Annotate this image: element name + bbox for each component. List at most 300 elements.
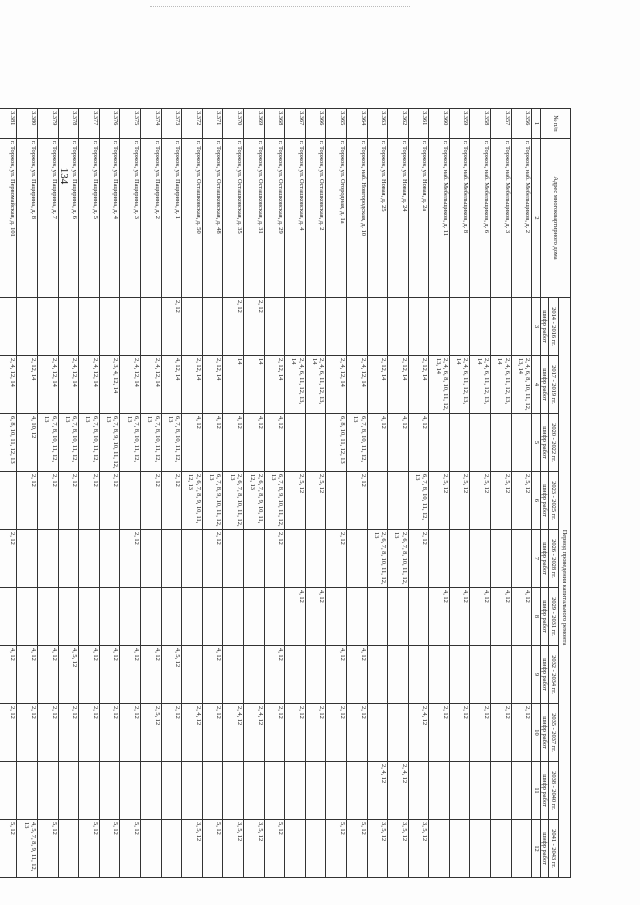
- work-code-cell: 4, 12: [408, 414, 429, 472]
- row-number: 3.380: [17, 109, 38, 139]
- row-number: 3.358: [470, 109, 491, 139]
- work-code-cell: [79, 298, 100, 356]
- header-period-1: 2014 - 2016 гг.: [549, 298, 559, 356]
- work-code-cell: [79, 762, 100, 820]
- work-code-cell: 6, 7, 8, 10, 11, 12, 13: [58, 414, 79, 472]
- work-code-cell: 2, 12, 14: [264, 356, 285, 414]
- row-number: 3.369: [243, 109, 264, 139]
- work-code-cell: 2, 12, 14: [388, 356, 409, 414]
- work-code-cell: [223, 530, 244, 588]
- row-address: г. Торжок, ул. Осташковская, д. 29: [264, 139, 285, 298]
- work-code-cell: 2, 4, 12: [408, 704, 429, 762]
- work-code-cell: [511, 298, 532, 356]
- row-address: г. Торжок, ул. Осташковская, д. 35: [223, 139, 244, 298]
- work-code-cell: [79, 588, 100, 646]
- table-row: [182, 109, 203, 878]
- work-code-cell: [141, 820, 162, 878]
- work-code-cell: [243, 530, 264, 588]
- work-code-cell: 2, 12, 14: [367, 356, 388, 414]
- row-address: г. Торжок, ул. Новая, д. 2а: [408, 139, 429, 298]
- row-address: г. Торжок, ул. Пацирина, д. 7: [38, 139, 59, 298]
- work-code-cell: [388, 588, 409, 646]
- work-code-cell: [120, 298, 141, 356]
- scan-edge-artifact: [150, 6, 410, 9]
- work-code-cell: [0, 762, 17, 820]
- work-code-cell: [99, 530, 120, 588]
- work-code-cell: [429, 298, 450, 356]
- work-code-cell: 3, 5, 12: [408, 820, 429, 878]
- row-number: 3.363: [367, 109, 388, 139]
- table-row: [120, 109, 141, 878]
- work-code-cell: [161, 762, 182, 820]
- work-code-cell: 4, 12: [470, 588, 491, 646]
- work-code-cell: [408, 298, 429, 356]
- row-address: г. Торжок, ул. Пацирина, д. 8: [17, 139, 38, 298]
- work-code-cell: 2, 4, 6, 11, 12, 13, 14: [470, 356, 491, 414]
- work-code-cell: [429, 820, 450, 878]
- row-address: г. Торжок, ул. Осташковская, д. 48: [202, 139, 223, 298]
- work-code-cell: [470, 646, 491, 704]
- row-number: 3.368: [264, 109, 285, 139]
- work-code-cell: 2, 4, 6, 11, 12, 13, 14: [491, 356, 512, 414]
- table-row: [305, 109, 326, 878]
- row-number: 3.373: [161, 109, 182, 139]
- work-code-cell: 4, 12: [79, 646, 100, 704]
- work-code-cell: [449, 762, 470, 820]
- work-code-cell: 2, 4, 12, 14: [120, 356, 141, 414]
- work-code-cell: 5, 12: [99, 820, 120, 878]
- table-row: [408, 109, 429, 878]
- row-address: г. Торжок, ул. Пацирина, д. 6: [58, 139, 79, 298]
- work-code-cell: 2, 12: [161, 472, 182, 530]
- work-code-cell: [285, 414, 306, 472]
- work-code-cell: 2, 12: [17, 472, 38, 530]
- work-code-cell: [141, 298, 162, 356]
- work-code-cell: 4, 12: [491, 588, 512, 646]
- work-code-cell: [491, 762, 512, 820]
- work-code-cell: [491, 414, 512, 472]
- work-code-cell: 2, 4, 12: [388, 762, 409, 820]
- work-code-cell: [285, 762, 306, 820]
- table-row: [264, 109, 285, 878]
- row-address: г. Торжок, наб. Мебельщиков, д. 11: [429, 139, 450, 298]
- work-code-cell: 6, 7, 8, 10, 11, 12, 13: [161, 414, 182, 472]
- work-code-cell: 6, 7, 8, 10, 11, 12, 13: [346, 414, 367, 472]
- table-row: [511, 109, 532, 878]
- col-number-12: 12: [532, 820, 540, 878]
- table-row: [470, 109, 491, 878]
- work-code-cell: [470, 530, 491, 588]
- work-code-cell: [470, 762, 491, 820]
- work-code-cell: [285, 820, 306, 878]
- row-address: г. Торжок, ул. Новая, д. 25: [367, 139, 388, 298]
- work-code-cell: [449, 646, 470, 704]
- work-code-cell: 3, 5, 12: [223, 820, 244, 878]
- header-period-6: 2029 - 2031 гг.: [549, 588, 559, 646]
- work-code-cell: [99, 298, 120, 356]
- table-row: [99, 109, 120, 878]
- work-code-cell: 3, 5, 12: [243, 820, 264, 878]
- work-code-cell: 2, 12, 14: [202, 356, 223, 414]
- work-code-cell: [202, 762, 223, 820]
- work-code-cell: 4, 12: [511, 588, 532, 646]
- work-code-cell: 2, 5, 12: [285, 472, 306, 530]
- row-address: г. Торжок, наб. Мебельщиков, д. 2: [511, 139, 532, 298]
- work-code-cell: 2, 12: [99, 472, 120, 530]
- table-row: [223, 109, 244, 878]
- work-code-cell: [141, 762, 162, 820]
- work-code-cell: [141, 530, 162, 588]
- work-code-cell: 4, 12: [305, 588, 326, 646]
- header-work-code-4: шифр работ: [540, 472, 548, 530]
- work-code-cell: 2, 4, 12: [182, 704, 203, 762]
- table-row: [79, 109, 100, 878]
- table-row: [243, 109, 264, 878]
- table-row: [202, 109, 223, 878]
- work-code-cell: 4, 12: [346, 646, 367, 704]
- work-code-cell: [38, 298, 59, 356]
- row-number: 3.371: [202, 109, 223, 139]
- work-code-cell: 2, 4, 6, 8, 10, 11, 12, 13, 14: [429, 356, 450, 414]
- row-number: 3.378: [58, 109, 79, 139]
- row-number: 3.375: [120, 109, 141, 139]
- work-code-cell: 2, 12: [223, 298, 244, 356]
- work-code-cell: [120, 762, 141, 820]
- row-address: г. Торжок, ул. Осташковская, д. 50: [182, 139, 203, 298]
- work-code-cell: 2, 12: [491, 704, 512, 762]
- table-row: [388, 109, 409, 878]
- work-code-cell: [408, 588, 429, 646]
- work-code-cell: 6, 7, 8, 10, 11, 12, 13: [408, 472, 429, 530]
- work-code-cell: 4, 12: [99, 646, 120, 704]
- work-code-cell: [38, 588, 59, 646]
- work-code-cell: [326, 298, 347, 356]
- work-code-cell: 2, 12, 14: [408, 356, 429, 414]
- work-code-cell: 5, 12: [120, 820, 141, 878]
- col-number-3: 3: [532, 298, 540, 356]
- work-code-cell: [58, 298, 79, 356]
- row-address: г. Торжок, наб. Новгородская, д. 10: [346, 139, 367, 298]
- work-code-cell: 5, 12: [202, 820, 223, 878]
- work-code-cell: [367, 646, 388, 704]
- work-code-cell: 6, 7, 8, 9, 10, 11, 12, 13: [264, 472, 285, 530]
- work-code-cell: [491, 820, 512, 878]
- work-code-cell: 6, 7, 8, 9, 10, 11, 12, 13: [202, 472, 223, 530]
- work-code-cell: 4, 12: [120, 646, 141, 704]
- work-code-cell: 6, 7, 8, 10, 11, 12, 13: [120, 414, 141, 472]
- work-code-cell: 2, 5, 12: [449, 472, 470, 530]
- work-code-cell: 2, 4, 12: [367, 762, 388, 820]
- col-number-4: 4: [532, 356, 540, 414]
- work-code-cell: 2, 12: [305, 704, 326, 762]
- work-code-cell: [388, 646, 409, 704]
- work-code-cell: [120, 472, 141, 530]
- work-code-cell: 6, 8, 10, 11, 12, 13: [326, 414, 347, 472]
- row-address: г. Торжок, ул. Пацирина, д. 2: [141, 139, 162, 298]
- work-code-cell: [202, 588, 223, 646]
- work-code-cell: 6, 8, 10, 11, 12, 13: [0, 414, 17, 472]
- work-code-cell: 2, 12: [0, 530, 17, 588]
- header-period-3: 2020 - 2022 гг.: [549, 414, 559, 472]
- work-code-cell: [38, 530, 59, 588]
- work-code-cell: 2, 12: [285, 704, 306, 762]
- row-number: 3.356: [511, 109, 532, 139]
- table-row: [285, 109, 306, 878]
- header-work-code-3: шифр работ: [540, 414, 548, 472]
- work-code-cell: [346, 298, 367, 356]
- row-number: 3.376: [99, 109, 120, 139]
- work-code-cell: [264, 762, 285, 820]
- work-code-cell: 2, 12, 14: [17, 356, 38, 414]
- work-code-cell: 2, 12: [346, 472, 367, 530]
- work-code-cell: [17, 762, 38, 820]
- row-number: 3.370: [223, 109, 244, 139]
- work-code-cell: 2, 5, 12: [429, 472, 450, 530]
- work-code-cell: 2, 5, 12: [511, 472, 532, 530]
- work-code-cell: 2, 12: [38, 704, 59, 762]
- row-number: 3.381: [0, 109, 17, 139]
- col-number-2: 2: [532, 139, 540, 298]
- work-code-cell: [285, 646, 306, 704]
- work-code-cell: 4, 12: [264, 414, 285, 472]
- col-number-10: 10: [532, 704, 540, 762]
- work-code-cell: 2, 4, 6, 8, 10, 11, 12, 13, 14: [511, 356, 532, 414]
- work-code-cell: 2, 12, 14: [182, 356, 203, 414]
- header-address: Адрес многоквартирного дома: [540, 139, 570, 298]
- work-code-cell: 2, 12: [17, 704, 38, 762]
- work-code-cell: [388, 472, 409, 530]
- header-work-code-10: шифр работ: [540, 820, 548, 878]
- work-code-cell: 4, 12: [243, 414, 264, 472]
- work-code-cell: 4, 12: [182, 414, 203, 472]
- row-number: 3.372: [182, 109, 203, 139]
- work-code-cell: [141, 588, 162, 646]
- work-code-cell: 4, 5, 12: [161, 646, 182, 704]
- row-number: 3.374: [141, 109, 162, 139]
- work-code-cell: 4, 12, 14: [161, 356, 182, 414]
- work-code-cell: 4, 5, 7, 8, 9, 11, 12, 13: [17, 820, 38, 878]
- work-code-cell: 2, 12: [264, 530, 285, 588]
- work-code-cell: 4, 12: [388, 414, 409, 472]
- work-code-cell: 2, 5, 12: [305, 472, 326, 530]
- work-code-cell: [449, 298, 470, 356]
- work-code-cell: 2, 5, 12: [141, 704, 162, 762]
- work-code-cell: 4, 12: [367, 414, 388, 472]
- work-code-cell: 4, 12: [0, 646, 17, 704]
- work-code-cell: 2, 4, 6, 11, 12, 13, 14: [305, 356, 326, 414]
- work-code-cell: [305, 646, 326, 704]
- col-number-6: 6: [532, 472, 540, 530]
- work-code-cell: [243, 588, 264, 646]
- work-code-cell: 5, 12: [0, 820, 17, 878]
- table-row: [38, 109, 59, 878]
- work-code-cell: [367, 298, 388, 356]
- row-address: г. Торжок, ул. Пацирина, д. 5: [79, 139, 100, 298]
- work-code-cell: [223, 588, 244, 646]
- work-code-cell: [202, 298, 223, 356]
- work-code-cell: [449, 414, 470, 472]
- work-code-cell: 2, 4, 12, 14: [326, 356, 347, 414]
- page-number: 134: [58, 167, 70, 185]
- work-code-cell: 2, 12: [79, 704, 100, 762]
- work-code-cell: 2, 12: [161, 298, 182, 356]
- work-code-cell: 14: [223, 356, 244, 414]
- row-address: г. Торжок, ул. Пацирина, д. 3: [120, 139, 141, 298]
- work-code-cell: [429, 530, 450, 588]
- work-code-cell: [182, 298, 203, 356]
- work-code-cell: [511, 530, 532, 588]
- work-code-cell: [182, 762, 203, 820]
- work-code-cell: [223, 646, 244, 704]
- header-work-code-6: шифр работ: [540, 588, 548, 646]
- work-code-cell: 2, 12: [120, 530, 141, 588]
- work-code-cell: 4, 12: [141, 646, 162, 704]
- work-code-cell: 4, 12: [38, 646, 59, 704]
- table-row: [346, 109, 367, 878]
- work-code-cell: [449, 530, 470, 588]
- work-code-cell: 2, 12: [429, 704, 450, 762]
- work-code-cell: 5, 12: [38, 820, 59, 878]
- col-number-1: 1: [532, 109, 540, 139]
- work-code-cell: 2, 6, 7, 8, 10, 11, 12, 13: [367, 530, 388, 588]
- table-row: [58, 109, 79, 878]
- work-code-cell: 4, 12: [202, 646, 223, 704]
- table-row: [449, 109, 470, 878]
- work-code-cell: 2, 12: [161, 704, 182, 762]
- work-code-cell: [99, 588, 120, 646]
- work-code-cell: [429, 762, 450, 820]
- work-code-cell: 2, 5, 12: [470, 472, 491, 530]
- work-code-cell: 2, 12: [38, 472, 59, 530]
- work-code-cell: [79, 530, 100, 588]
- repair-schedule-table: [0, 108, 571, 878]
- work-code-cell: 2, 5, 12: [491, 472, 512, 530]
- work-code-cell: 2, 3, 4, 12, 14: [99, 356, 120, 414]
- work-code-cell: 2, 12: [243, 298, 264, 356]
- work-code-cell: [161, 588, 182, 646]
- work-code-cell: 4, 12: [223, 414, 244, 472]
- table-row: [367, 109, 388, 878]
- work-code-cell: 2, 4, 6, 11, 12, 13, 14: [285, 356, 306, 414]
- table-row: [326, 109, 347, 878]
- work-code-cell: [182, 530, 203, 588]
- work-code-cell: [388, 704, 409, 762]
- work-code-cell: [408, 646, 429, 704]
- work-code-cell: [38, 762, 59, 820]
- work-code-cell: [408, 762, 429, 820]
- work-code-cell: [511, 414, 532, 472]
- header-work-code-8: шифр работ: [540, 704, 548, 762]
- work-code-cell: 2, 4, 12: [243, 704, 264, 762]
- work-code-cell: 4, 5, 12: [58, 646, 79, 704]
- work-code-cell: [161, 530, 182, 588]
- work-code-cell: 2, 12: [511, 704, 532, 762]
- header-period-4: 2023 - 2025 гг.: [549, 472, 559, 530]
- work-code-cell: [58, 588, 79, 646]
- work-code-cell: [511, 762, 532, 820]
- work-code-cell: [367, 472, 388, 530]
- work-code-cell: [305, 414, 326, 472]
- work-code-cell: [326, 588, 347, 646]
- col-number-8: 8: [532, 588, 540, 646]
- header-period-9: 2038 - 2040 гг.: [549, 762, 559, 820]
- work-code-cell: 5, 12: [326, 820, 347, 878]
- work-code-cell: 2, 12: [202, 704, 223, 762]
- work-code-cell: [243, 762, 264, 820]
- row-address: г. Торжок, ул. Осташковская, д. 2: [305, 139, 326, 298]
- header-period-7: 2032 - 2034 гг.: [549, 646, 559, 704]
- work-code-cell: 2, 12: [408, 530, 429, 588]
- row-number: 3.379: [38, 109, 59, 139]
- table-row: [141, 109, 162, 878]
- row-address: г. Торжок, ул. Пацирина, д. 4: [99, 139, 120, 298]
- work-code-cell: [346, 588, 367, 646]
- work-code-cell: [243, 646, 264, 704]
- row-address: г. Торжок, ул. Осташковская, д. 4: [285, 139, 306, 298]
- work-code-cell: [429, 414, 450, 472]
- work-code-cell: 2, 4, 12: [223, 704, 244, 762]
- header-work-code-1: шифр работ: [540, 298, 548, 356]
- row-address: г. Торжок, ул. Пацирина, д. 1: [161, 139, 182, 298]
- work-code-cell: 2, 6, 7, 8, 10, 11, 12, 13: [223, 472, 244, 530]
- work-code-cell: 2, 4, 12, 14: [38, 356, 59, 414]
- work-code-cell: 2, 6, 7, 8, 9, 10, 11, 12, 13: [182, 472, 203, 530]
- work-code-cell: [0, 472, 17, 530]
- work-code-cell: 2, 12: [58, 704, 79, 762]
- work-code-cell: 2, 12: [449, 704, 470, 762]
- work-code-cell: 2, 6, 7, 8, 10, 11, 12, 13: [388, 530, 409, 588]
- work-code-cell: [58, 820, 79, 878]
- work-code-cell: [17, 530, 38, 588]
- work-code-cell: 4, 12: [17, 646, 38, 704]
- table-row: [0, 109, 17, 878]
- work-code-cell: 2, 12: [99, 704, 120, 762]
- work-code-cell: [367, 588, 388, 646]
- work-code-cell: [223, 762, 244, 820]
- work-code-cell: [367, 704, 388, 762]
- work-code-cell: 2, 12: [264, 704, 285, 762]
- header-period-5: 2026 - 2028 гг.: [549, 530, 559, 588]
- work-code-cell: 6, 7, 8, 10, 11, 12, 13: [79, 414, 100, 472]
- work-code-cell: [0, 588, 17, 646]
- header-period-group: Период проведения капитального ремонта: [559, 298, 571, 878]
- work-code-cell: [346, 530, 367, 588]
- row-address: г. Торжок, ул. Новая, д. 24: [388, 139, 409, 298]
- work-code-cell: 2, 12: [141, 472, 162, 530]
- header-period-8: 2035 - 2037 гг.: [549, 704, 559, 762]
- work-code-cell: 4, 12: [202, 414, 223, 472]
- row-number: 3.365: [326, 109, 347, 139]
- work-code-cell: [449, 820, 470, 878]
- work-code-cell: [388, 298, 409, 356]
- table-row: [491, 109, 512, 878]
- work-code-cell: 2, 4, 12, 14: [0, 356, 17, 414]
- row-number: 3.377: [79, 109, 100, 139]
- work-code-cell: 5, 12: [346, 820, 367, 878]
- work-code-cell: [285, 530, 306, 588]
- work-code-cell: 4, 12: [264, 646, 285, 704]
- work-code-cell: [120, 588, 141, 646]
- work-code-cell: 2, 12: [79, 472, 100, 530]
- work-code-cell: 2, 12: [202, 530, 223, 588]
- col-number-11: 11: [532, 762, 540, 820]
- work-code-cell: [264, 588, 285, 646]
- work-code-cell: [491, 646, 512, 704]
- col-number-5: 5: [532, 414, 540, 472]
- work-code-cell: 4, 12: [429, 588, 450, 646]
- work-code-cell: 2, 6, 7, 8, 9, 10, 11, 12, 13: [243, 472, 264, 530]
- row-address: г. Торжок, наб. Мебельщиков, д. 6: [470, 139, 491, 298]
